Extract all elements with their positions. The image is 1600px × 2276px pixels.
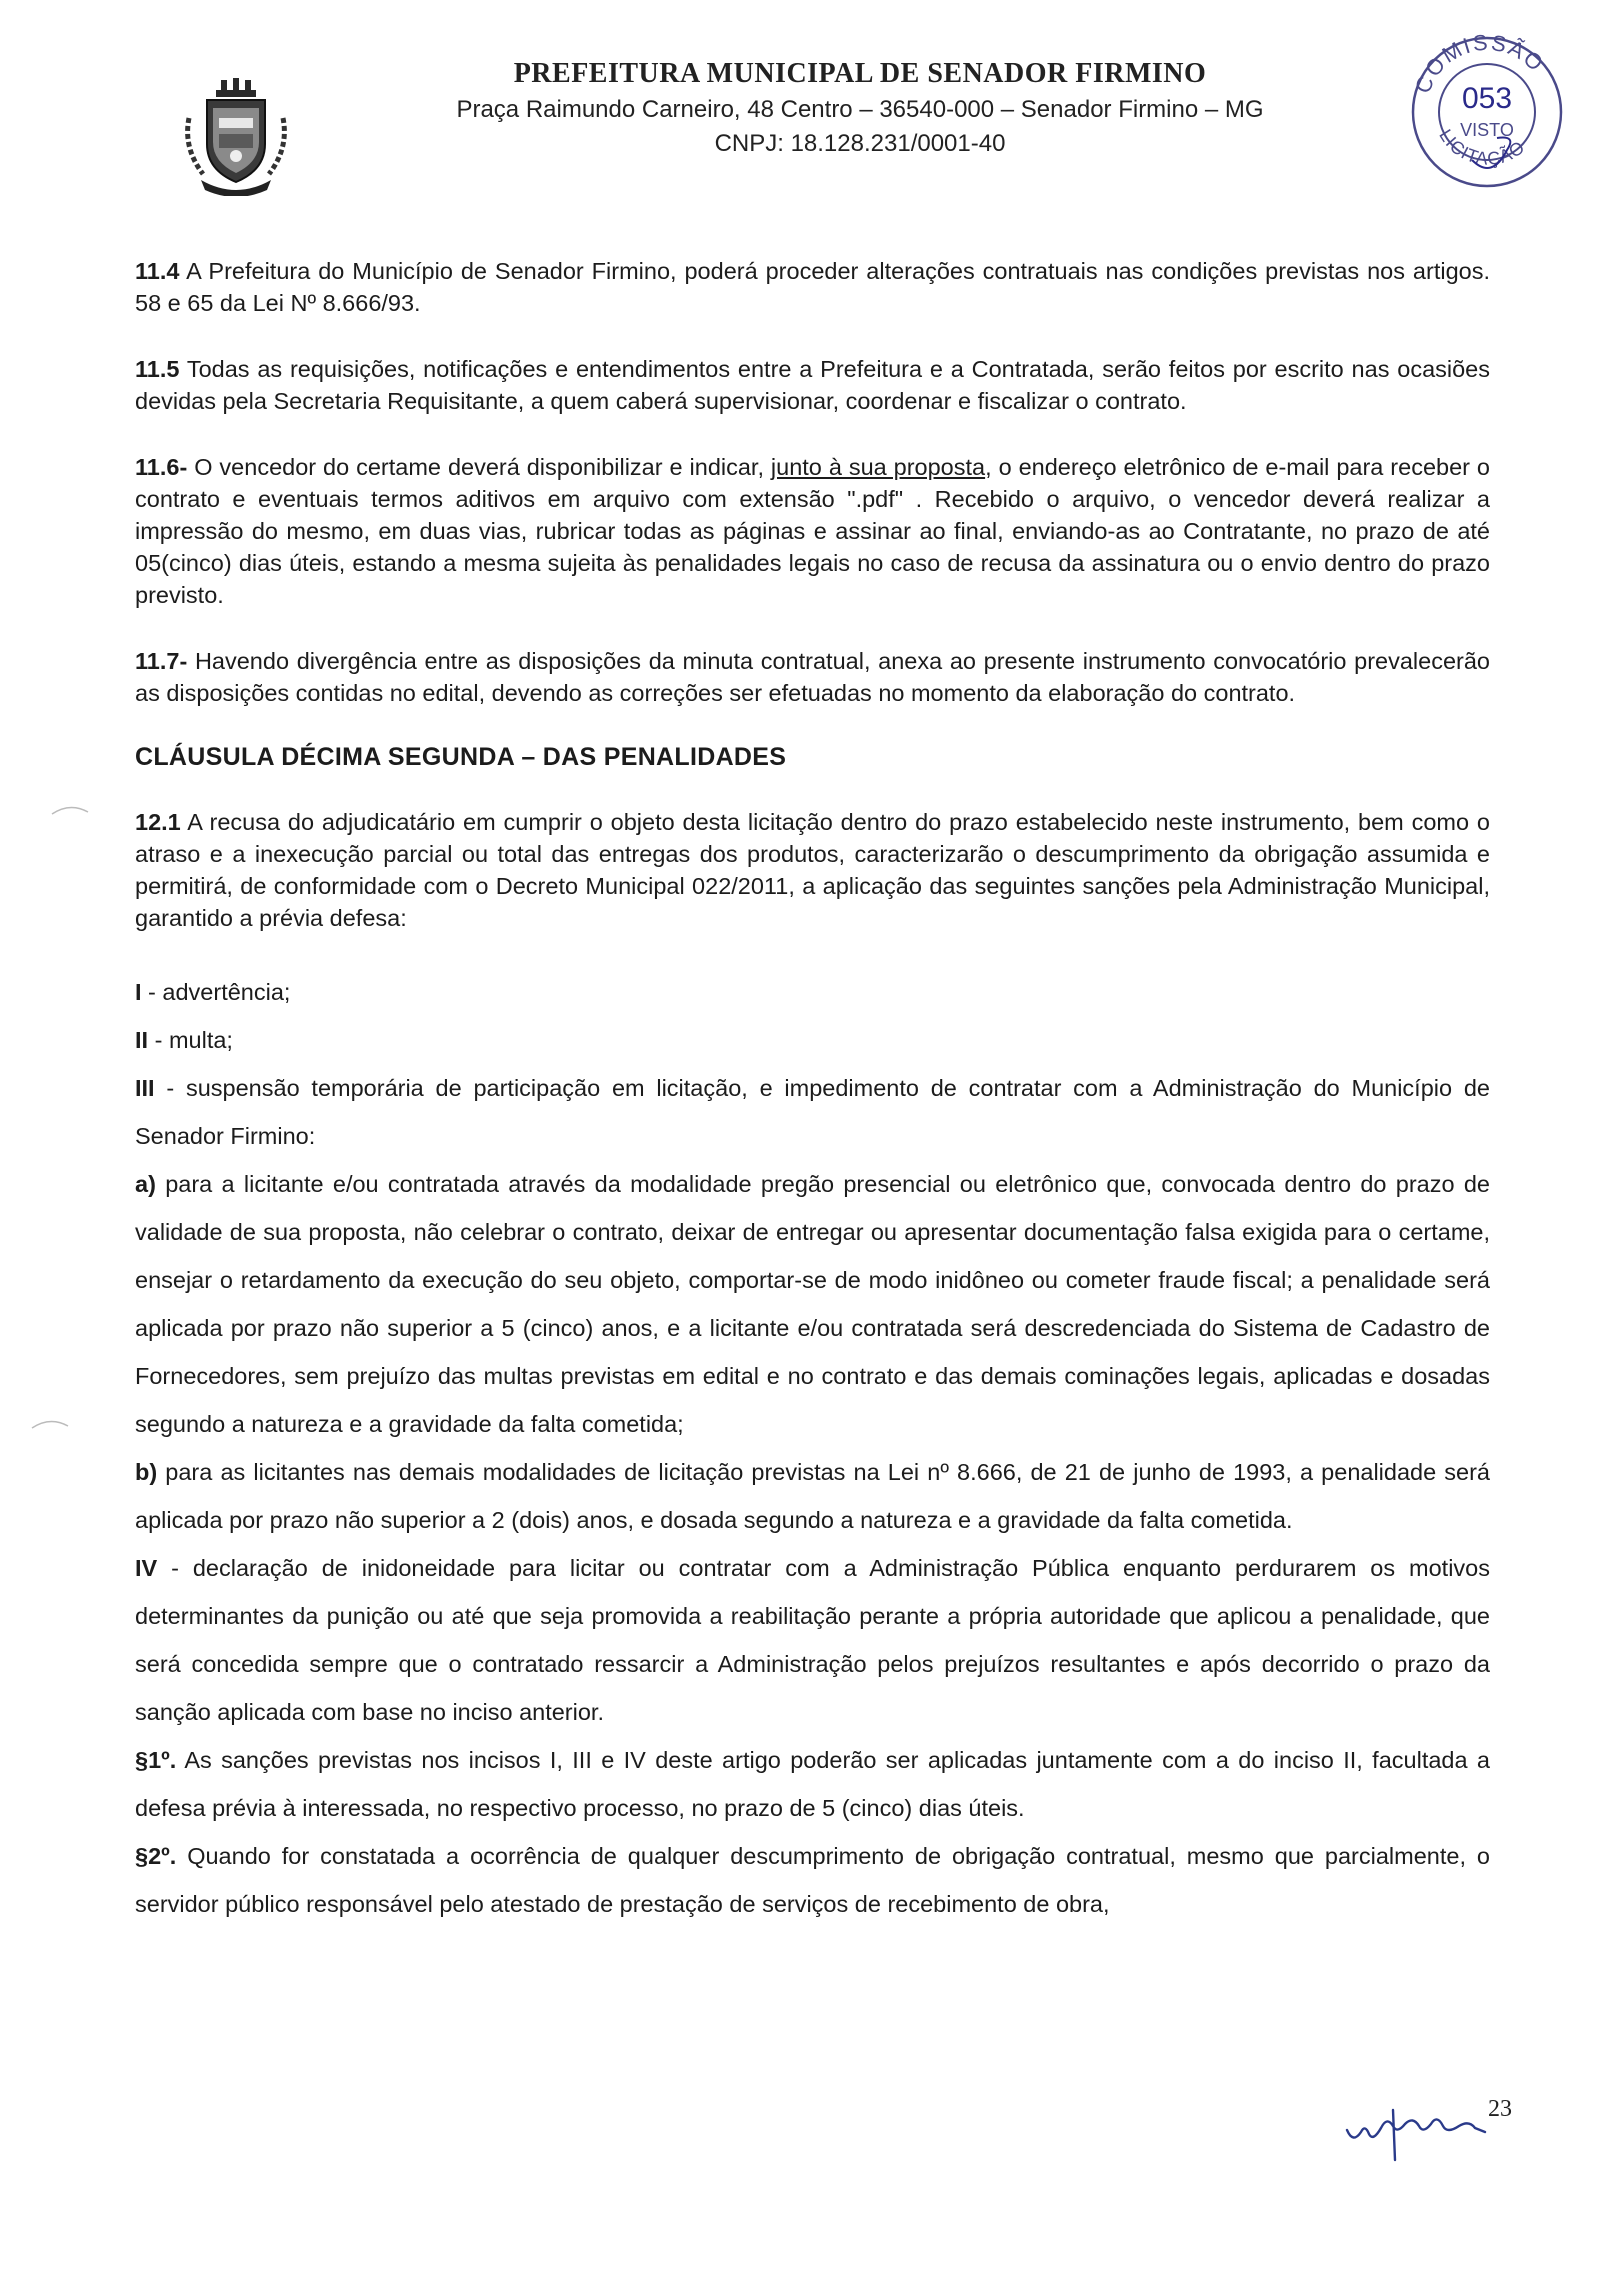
list-item [135, 1160, 1490, 1448]
section-number: 12.1 [135, 809, 181, 835]
list-item [135, 1448, 1490, 1544]
item-mark: §2º. [135, 1843, 177, 1869]
stamp-bottom-text: LICITAÇÃO [1435, 125, 1529, 169]
letterhead [360, 58, 1360, 158]
list-item [135, 968, 1490, 1016]
item-mark: I [135, 979, 142, 1005]
section-12-1 [135, 806, 1490, 934]
item-mark: II [135, 1027, 149, 1053]
section-text: A Prefeitura do Município de Senador Firmino, poderá proceder alterações contratuais nas condições previstas nos artigos. 58 e 65 da Lei Nº 8.666/93. [135, 258, 1490, 316]
item-mark: b) [135, 1459, 158, 1485]
section-text: , o endereço eletrônico de e-mail para receber o contrato e eventuais termos aditivos em arquivo com extensão ".pdf" . Recebido o arquivo, o vencedor deverá realizar a impressão do mesmo, em duas vias, rubricar todas as páginas e assinar ao final, enviando-as ao Contratante, no prazo de até 05(cinco) dias úteis, estando a mesma sujeita às penalidades legais no caso de recusa da assinatura ou o envio dentro do prazo previsto. [135, 454, 1490, 608]
section-text: O vencedor do certame deverá disponibilizar e indicar, [187, 454, 771, 480]
penalties-list [135, 968, 1490, 1928]
underlined-text: junto à sua proposta [770, 454, 986, 480]
item-text: para a licitante e/ou contratada através da modalidade pregão presencial ou eletrônico que, convocada dentro do prazo de validade de sua proposta, não celebrar o contrato, deixar de entregar ou apresentar documentação falsa exigida para o certame, ensejar o retardamento da execução do seu objeto, comportar-se de modo inidôneo ou cometer fraude fiscal; a penalidade será aplicada por prazo não superior a 5 (cinco) anos, e a licitante e/ou contratada será descredenciada do Sistema de Cadastro de Fornecedores, sem prejuízo das multas previstas em edital e no contrato e das demais cominações legais, aplicadas e dosadas segundo a natureza e a gravidade da falta cometida; [135, 1171, 1490, 1437]
item-mark: III [135, 1075, 155, 1101]
list-item [135, 1736, 1490, 1832]
item-text: As sanções previstas nos incisos I, III e IV deste artigo poderão ser aplicadas juntamente com a do inciso II, facultada a defesa prévia à interessada, no respectivo processo, no prazo de 5 (cinco) dias úteis. [135, 1747, 1490, 1821]
margin-mark-icon [30, 1414, 70, 1434]
section-text: Todas as requisições, notificações e entendimentos entre a Prefeitura e a Contratada, serão feitos por escrito nas ocasiões devidas pela Secretaria Requisitante, a quem caberá supervisionar, coordenar e fiscalizar o contrato. [135, 356, 1490, 414]
letterhead-cnpj: CNPJ: 18.128.231/0001-40 [714, 130, 1006, 157]
section-number: 11.5 [135, 356, 180, 382]
item-mark: §1º. [135, 1747, 177, 1773]
list-item [135, 1544, 1490, 1736]
section-11-7 [135, 645, 1490, 709]
margin-mark-icon [50, 800, 90, 820]
list-item [135, 1016, 1490, 1064]
section-text: Havendo divergência entre as disposições da minuta contratual, anexa ao presente instrumento convocatório prevalecerão as disposições contidas no edital, devendo as correções ser efetuadas no momento da elaboração do contrato. [135, 648, 1490, 706]
list-item [135, 1064, 1490, 1160]
letterhead-address: Praça Raimundo Carneiro, 48 Centro – 36540-000 – Senador Firmino – MG [456, 96, 1264, 123]
section-number: 11.4 [135, 258, 180, 284]
item-text: - multa; [148, 1027, 233, 1053]
section-text: A recusa do adjudicatário em cumprir o objeto desta licitação dentro do prazo estabelecido neste instrumento, bem como o atraso e a inexecução parcial ou total das entregas dos produtos, caracterizarão o descumprimento da obrigação assumida e permitirá, de conformidade com o Decreto Municipal 022/2011, a aplicação das seguintes sanções pela Administração Municipal, garantido a prévia defesa: [135, 809, 1490, 931]
item-text: - suspensão temporária de participação em licitação, e impedimento de contratar com a Administração do Município de Senador Firmino: [135, 1075, 1490, 1149]
handwritten-initials-icon [1335, 2080, 1515, 2180]
item-mark: IV [135, 1555, 158, 1581]
item-text: - advertência; [141, 979, 291, 1005]
page-number: 23 [1488, 2096, 1512, 2122]
section-11-6 [135, 451, 1490, 611]
item-text: para as licitantes nas demais modalidades de licitação previstas na Lei nº 8.666, de 21 de junho de 1993, a penalidade será aplicada por prazo não superior a 2 (dois) anos, e dosada segundo a natureza e a gravidade da falta cometida. [135, 1459, 1490, 1533]
stamp-number: 053 [1461, 82, 1513, 115]
commission-stamp-icon [1402, 20, 1572, 210]
section-number: 11.6- [135, 454, 188, 480]
section-number: 11.7- [135, 648, 188, 674]
clause-heading: CLÁUSULA DÉCIMA SEGUNDA – DAS PENALIDADES [135, 743, 787, 771]
stamp-top-text: COMISSÃO [1409, 29, 1550, 97]
section-11-5 [135, 353, 1490, 417]
item-text: Quando for constatada a ocorrência de qualquer descumprimento de obrigação contratual, mesmo que parcialmente, o servidor público responsável pelo atestado de prestação de serviços de recebimento de obra, [135, 1843, 1490, 1917]
municipal-crest-icon [183, 78, 289, 196]
list-item [135, 1832, 1490, 1928]
stamp-middle-text: VISTO [1460, 120, 1514, 140]
item-mark: a) [135, 1171, 156, 1197]
item-text: - declaração de inidoneidade para licitar ou contratar com a Administração Pública enquanto perdurarem os motivos determinantes da punição ou até que seja promovida a reabilitação perante a própria autoridade que aplicou a penalidade, que será concedida sempre que o contratado ressarcir a Administração pelos prejuízos resultantes e após decorrido o prazo da sanção aplicada com base no inciso anterior. [135, 1555, 1490, 1725]
letterhead-title: PREFEITURA MUNICIPAL DE SENADOR FIRMINO [513, 58, 1207, 89]
section-11-4 [135, 255, 1490, 319]
document-body [135, 255, 1490, 1928]
